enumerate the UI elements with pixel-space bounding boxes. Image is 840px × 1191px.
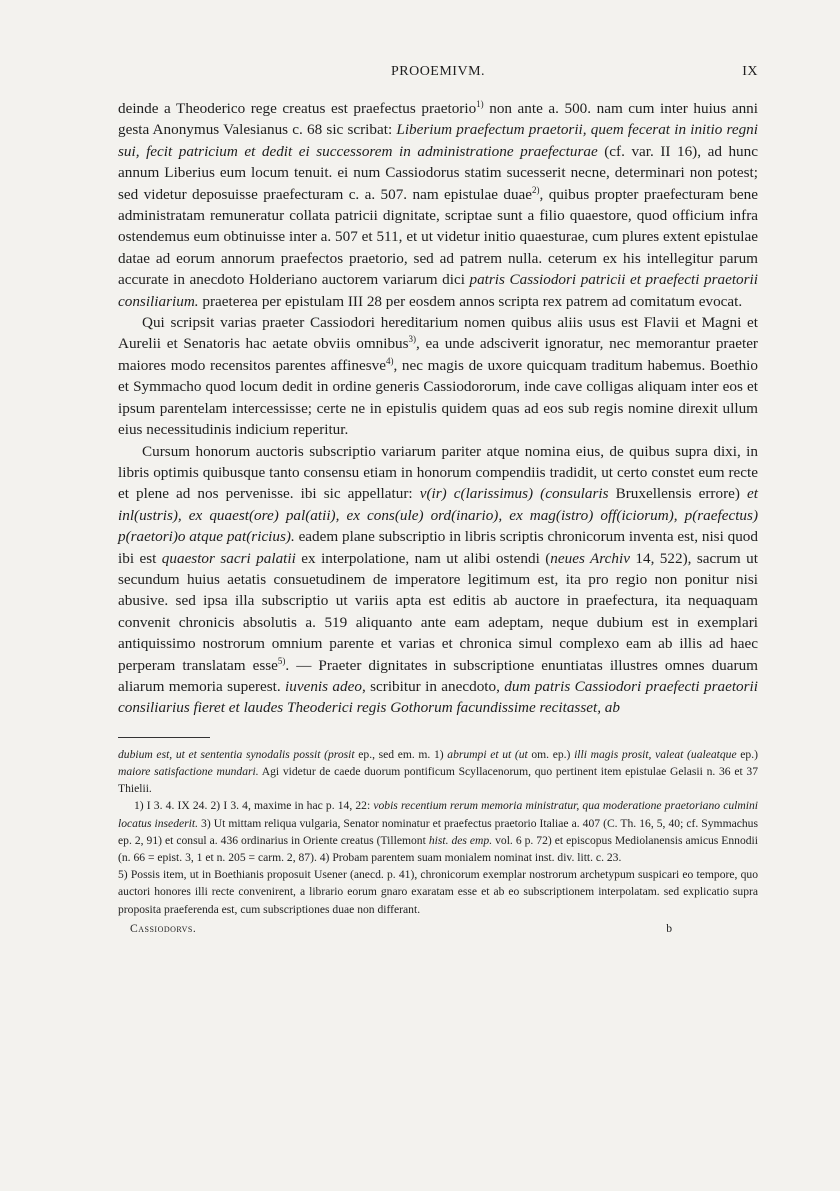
italic-text: maiore satisfactione mundari.	[118, 764, 259, 778]
text: , ea unde adsciverit ignoratur, nec memorantur praeter maiores modo recensitos parentes affinesve	[118, 335, 758, 374]
paragraph-1	[118, 98, 758, 312]
text: Agi videtur de caede duorum pontificum Scyllacenorum, quo pertinent item epistulae Gelasii n. 36 et 37 Thielii.	[118, 764, 759, 796]
text: , scribitur in anecdoto,	[361, 677, 505, 695]
running-header	[118, 64, 758, 88]
italic-text: quaestor sacri palatii	[161, 549, 296, 567]
signature-line	[118, 920, 758, 938]
text: praeterea per epistulam III 28 per eosdem annos scripta rex patrem ad comitatum evocat.	[198, 292, 743, 310]
footnote-ref-2: 2)	[532, 184, 540, 195]
page	[118, 64, 758, 1164]
text: deinde a Theoderico rege creatus est praefectus praetorio	[118, 100, 477, 117]
italic-text: illi magis prosit, valeat (ualeatque	[574, 747, 737, 761]
text: eadem plane subscriptio in libris scriptis chronicorum inventa est, nisi quod ibi est	[118, 528, 758, 567]
footnote-divider	[118, 737, 210, 738]
italic-text: iuvenis adeo	[285, 677, 362, 695]
text: ep.)	[736, 747, 758, 761]
running-title: PROOEMIVM.	[390, 64, 486, 79]
italic-text: v(ir) c(larissimus) (consularis	[419, 485, 609, 503]
text: non ante a. 500. nam cum inter huius anni gesta Anonymus Valesianus c. 68 sic scribat:	[118, 100, 758, 139]
text: vol. 6 p. 72) et episcopus Mediolanensis amicus Ennodii (n. 66 = epist. 3, 1 et n. 205 = carm. 2, 87). 4) Probam parentem suam monialem nominat inst. div. litt. c. 23.	[118, 833, 759, 864]
italic-text: dubium est, ut et sententia synodalis possit (prosit	[118, 747, 355, 761]
journal-title: neues Archiv	[550, 549, 630, 567]
footnote-ref-4: 4)	[385, 355, 394, 366]
text: om. ep.)	[527, 747, 575, 761]
italic-text: abrumpi et ut (ut	[447, 747, 528, 761]
text: , nec magis de uxore quicquam traditum habemus. Boethio et Symmacho quod locum dedit in ordine generis Cassiodororum, inde cave colligas aliquam inter eos et ipsum parentelam intercessisse; certe ne in epistulis quidem quas ad eos sub regis nomine direxit ullum eius necessitudinis indicium reperitur.	[118, 356, 758, 439]
main-text	[118, 98, 758, 719]
footnotes	[118, 746, 758, 938]
text: Cursum honorum auctoris subscriptio variarum pariter atque nomina eius, de quibus supra dixi, in libris optimis quibusque tanto consensu etiam in honorum compendiis tradidit, ut certo constet eum recte et plene ad nos pervenisse. ibi sic appellatur:	[118, 442, 758, 503]
text: (cf. var. II 16), ad hunc annum Liberius eum locum tenuit. ei num Cassiodorus statim sucesserit necne, determinari non potest; sed videtur deposuisse praefecturam c. a. 507. nam epistulae duae	[118, 142, 758, 203]
italic-text: et inl(ustris), ex quaest(ore) pal(atii), ex cons(ule) ord(inario), ex mag(istro) off(iciorum), p(raefectus) p(raetori)o atque pat(ricius).	[118, 485, 758, 546]
paragraph-2	[118, 312, 758, 440]
text: Qui scripsit varias praeter Cassiodori hereditarium nomen quibus aliis usus est Flavii et Magni et Aurelii et Senatoris hac aetate obviis omnibus	[118, 314, 758, 353]
text: 1) I 3. 4. IX 24. 2) I 3. 4, maxime in hac p. 14, 22:	[134, 799, 374, 813]
footnote-ref-1: 1)	[476, 98, 484, 109]
footnote-continuation	[118, 746, 758, 798]
quotation: Liberium praefectum praetorii, quem fecerat in initio regni sui, fecit patricium et dedit ei successorem in administratione praefecturae	[118, 121, 758, 160]
italic-text: hist. des emp.	[428, 833, 493, 847]
footnote-5: 5) Possis item, ut in Boethianis proposuit Usener (anecd. p. 41), chronicorum exemplar nostrorum archetypum suspicari eo tempore, quo auctori honores illi recte convenirent, a librario eorum gnaro exaratam esse et ab eo subscriptionem interpolatam. sed explicatio supra proposita praeferenda est, cum subscriptiones duae non differant.	[118, 868, 758, 916]
signature-mark: b	[666, 921, 672, 935]
quotation: patris Cassiodori patricii et praefecti praetorii consiliarium.	[118, 271, 758, 310]
footnote-ref-3: 3)	[408, 334, 417, 345]
signature-author: Cassiodorvs.	[130, 921, 197, 935]
italic-text: vobis recentium rerum memoria ministratur, qua moderatione praetoriano culmini locatus insederit.	[118, 799, 758, 830]
text: . — Praeter dignitates in subscriptione enuntiatas illustres omnes duarum aliarum memoria superest.	[118, 656, 758, 695]
text: Bruxellensis errore)	[608, 485, 748, 503]
quotation: dum patris Cassiodori praefecti praetorii consiliarius fieret et laudes Theoderici regis Gothorum facundissime recitasset, ab	[118, 677, 758, 717]
text: 14, 522), sacrum ut secundum huius aetatis consuetudinem de imperatore legitimum est, ita pro regio non ponitur nisi abusive. sed ipsa illa subscriptio ut variis apta est editis ab auctore in praefectura, ita nequaquam convenit chronicis absolutis a. 519 aliquanto ante eam adeptam, neque dubium est in exemplari antiquissimo nostrorum omnium parente et varias et chronica simul complexo eam ab illis ad haec perperam translatam esse	[118, 549, 758, 674]
page-number: IX	[742, 64, 758, 79]
text: ex interpolatione, nam ut alibi ostendi (	[295, 549, 551, 567]
text: 3) Ut mittam reliqua vulgaria, Senator nominatur et praefectus praetorio Italiae a. 407 (C. Th. 16, 5, 40; cf. Symmachus ep. 2, 91) et consul a. 436 ordinarius in Oriente creatus (Tillemont	[118, 816, 758, 847]
paragraph-3	[118, 441, 758, 719]
text: , quibus propter praefecturam bene administratam remuneratur collata patricii dignitate, scriptae sunt a filio quaestore, quod officium infra ostendemus eum obtinuisse inter a. 507 et 511, et ut videtur initio quaesturae, cum plures extent epistulae datae ad eorum annorum praefectos praetorio, sed ad patrem nulla. ceterum ex his intellegitur parum accurate in anecdoto Holderiano auctorem variarum dici	[118, 185, 758, 289]
footnotes-1-4	[118, 797, 758, 866]
footnote-ref-5: 5)	[277, 655, 286, 666]
text: ep., sed em. m. 1)	[354, 747, 448, 761]
